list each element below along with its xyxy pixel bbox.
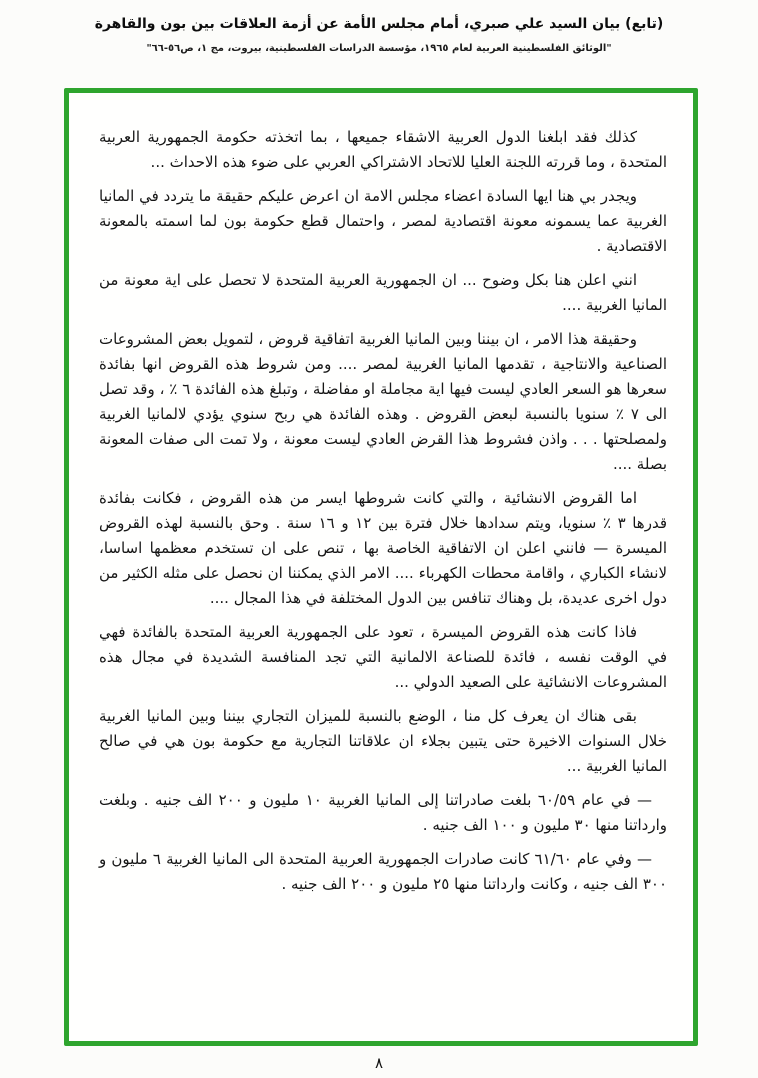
page-number: ٨: [374, 1054, 384, 1072]
paragraph: اما القروض الانشائية ، والتي كانت شروطها ايسر من هذه القروض ، فكانت بفائدة قدرها ٣ ٪ سنويا، ويتم سدادها خلال فترة بين ١٢ و ١٦ سنة . وحق بالنسبة لهذه القروض الميسرة — فانني اعلن ان الاتفاقية الخاصة بها ، تنص على ان تستخدم معظمها اساسا، لانشاء الكباري ، واقامة محطات الكهرباء .... الامر الذي يمكننا ان نحصل على مثله الكثير من دول اخرى عديدة، بل وهناك تنافس بين الدول المختلفة في هذا المجال ....: [99, 489, 668, 607]
document-title: (تابع) بيان السيد علي صبري، أمام مجلس الأمة عن أزمة العلاقات بين بون والقاهرة: [94, 16, 664, 32]
bullet-item: — وفي عام ٦١/٦٠ كانت صادرات الجمهورية العربية المتحدة الى المانيا الغربية ٦ مليون و ٣٠٠ الف جنيه ، وكانت وارداتنا منها ٢٥ مليون و ٢٠٠ الف جنيه .: [99, 850, 667, 893]
document-source: "الوثائق الفلسطينية العربية لعام ١٩٦٥، مؤسسة الدراسات الفلسطينية، بيروت، مج ١، ص٥٦-٦٦": [146, 43, 612, 54]
paragraph: انني اعلن هنا بكل وضوح ... ان الجمهورية العربية المتحدة لا تحصل على اية معونة من المانيا الغربية ....: [99, 271, 667, 314]
paragraph: ويجدر بي هنا ايها السادة اعضاء مجلس الامة ان اعرض عليكم حقيقة ما يتردد في المانيا الغربية عما يسمونه معونة اقتصادية لمصر ، واحتمال قطع حكومة بون لما اسمته بالمعونة الاقتصادية .: [99, 187, 667, 255]
bullet-item: — في عام ٦٠/٥٩ بلغت صادراتنا إلى المانيا الغربية ١٠ مليون و ٢٠٠ الف جنيه . وبلغت وارداتنا منها ٣٠ مليون و ١٠٠ الف جنيه .: [99, 791, 667, 834]
paragraph: فاذا كانت هذه القروض الميسرة ، تعود على الجمهورية العربية المتحدة بالفائدة فهي في الوقت نفسه ، فائدة للصناعة الالمانية التي تجد المنافسة الشديدة في مجال هذه المشروعات الانشائية على الصعيد الدولي ...: [99, 623, 667, 691]
paragraph: وحقيقة هذا الامر ، ان بيننا وبين المانيا الغربية اتفاقية قروض ، لتمويل بعض المشروعات الصناعية والانتاجية ، تقدمها المانيا الغربية لمصر .... ومن شروط هذه القروض انها بفائدة سعرها هو السعر العادي ليست فيها اية مجاملة او مفاضلة ، وتبلغ هذه الفائدة ٦ ٪ ، وقد تصل الى ٧ ٪ سنويا بالنسبة لبعض القروض . وهذه الفائدة هي ربح سنوي يؤدي لالمانيا الغربية ولمصلحتها . . . واذن فشروط هذا القرض العادي ليست معونة ، ولا تمت الى صفات المعونة بصلة ....: [99, 330, 667, 473]
document-header: [0, 0, 758, 54]
paragraph: كذلك فقد ابلغنا الدول العربية الاشقاء جميعها ، بما اتخذته حكومة الجمهورية العربية المتحدة ، وما قررته اللجنة العليا للاتحاد الاشتراكي العربي على ضوء هذه الاحداث ...: [99, 128, 667, 171]
page-border-frame: [64, 88, 698, 1046]
document-body: [69, 93, 693, 926]
paragraph: بقى هناك ان يعرف كل منا ، الوضع بالنسبة للميزان التجاري بيننا وبين المانيا الغربية خلال السنوات الاخيرة حتى يتبين بجلاء ان علاقاتنا التجارية مع حكومة بون هي في صالح المانيا الغربية ...: [99, 707, 667, 775]
